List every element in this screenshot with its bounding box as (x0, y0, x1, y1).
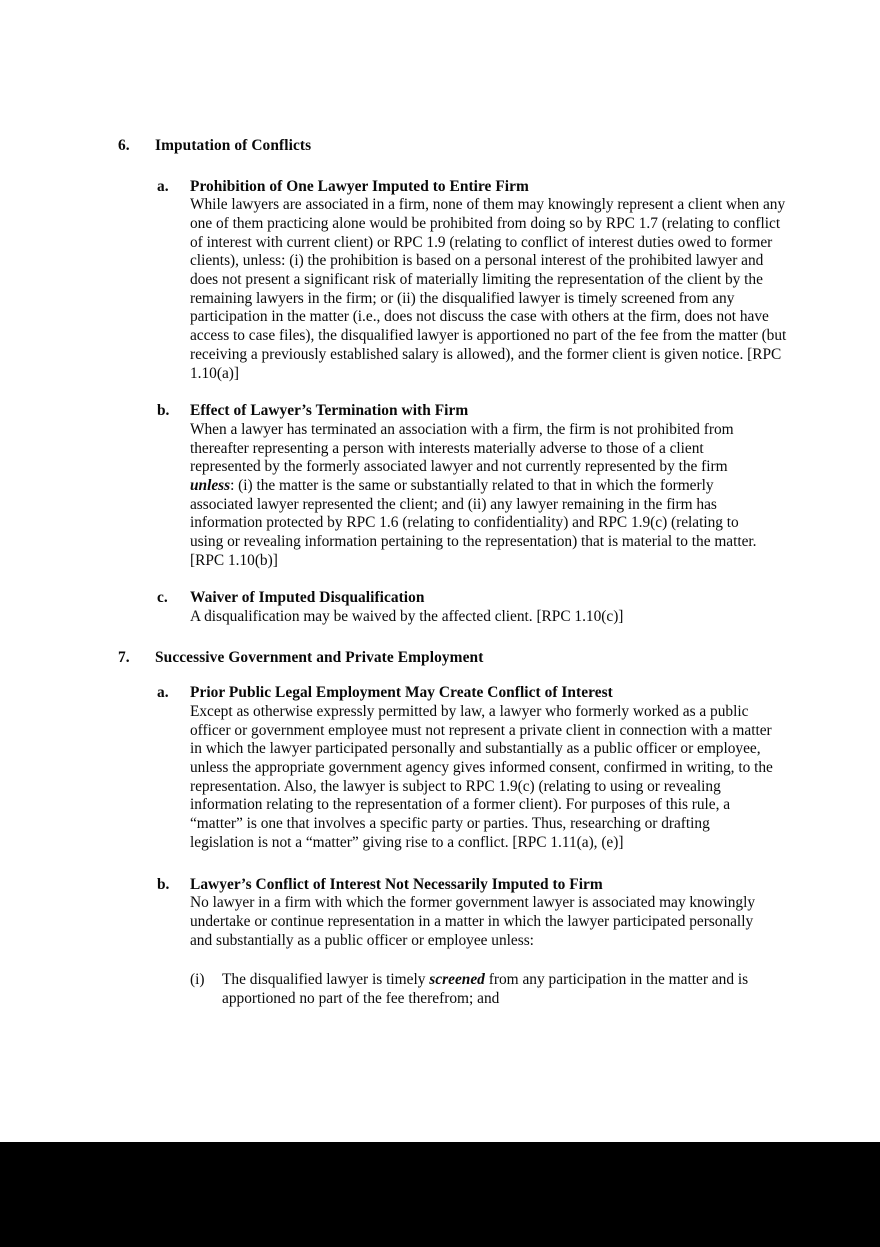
roman-item-i-marker: (i) (190, 971, 205, 989)
spacer (0, 667, 880, 684)
subsection-7a-title: Prior Public Legal Employment May Create Conflict of Interest (190, 684, 613, 702)
section-6-heading (0, 137, 880, 156)
spacer (0, 853, 880, 876)
subsection-7b-body (190, 894, 775, 950)
page-bottom-black-bar (0, 1142, 880, 1247)
subsection-6a-title: Prohibition of One Lawyer Imputed to Entire Firm (190, 177, 529, 195)
spacer (0, 950, 880, 971)
subsection-6b-emphasis: unless (190, 476, 231, 494)
subsection-6b-title: Effect of Lawyer’s Termination with Firm (190, 402, 469, 420)
section-7-number: 7. (118, 648, 130, 666)
subsection-6b-body (190, 421, 775, 571)
subsection-7b-body-text: No lawyer in a firm with which the former government lawyer is associated may knowingly undertake or continue representation in a matter in which the lawyer participated personally and substantially as a public officer or employee unless: (190, 894, 755, 949)
subsection-7a (0, 684, 880, 852)
roman-item-i-body-pre: The disqualified lawyer is timely (222, 971, 430, 989)
spacer (0, 383, 880, 402)
subsection-7b-letter: b. (157, 875, 170, 893)
subsection-6a (0, 178, 880, 384)
roman-item-i-body-post: from any participation in the matter and is apportioned no part of the fee therefrom; and (222, 971, 749, 1007)
subsection-6c-letter: c. (157, 589, 168, 607)
roman-item-i-body (222, 971, 794, 1008)
spacer (0, 627, 880, 649)
subsection-6a-body-text: While lawyers are associated in a firm, none of them may knowingly represent a client when any one of them practicing alone would be prohibited from doing so by RPC 1.7 (relating to conflict of interest with current client) or RPC 1.9 (relating to conflict of interest duties owed to former clients), unless: (i) the prohibition is based on a personal interest of the prohibited lawyer and does not present a significant risk of materially limiting the representation of the client by the remaining lawyers in the firm; or (ii) the disqualified lawyer is timely screened from any participation in the matter (i.e., does not discuss the case with others at the firm, does not have access to case files), the disqualified lawyer is apportioned no part of the fee from the matter (but receiving a previously established salary is allowed), and the former client is given notice. [RPC 1.10(a)] (190, 196, 787, 382)
subsection-6a-letter: a. (157, 177, 169, 195)
section-6-title: Imputation of Conflicts (155, 137, 312, 154)
section-7-heading (0, 649, 880, 668)
subsection-6b-letter: b. (157, 402, 170, 420)
subsection-6c-body (190, 608, 794, 627)
subsection-6c (0, 589, 880, 626)
subsection-7a-letter: a. (157, 684, 169, 702)
subsection-6b-body-post: : (i) the matter is the same or substantially related to that in which the formerly associated lawyer represented the client; and (ii) any lawyer remaining in the firm has information protected by RPC 1.6 (relating to confidentiality) and RPC 1.9(c) (relating to using or revealing information pertaining to the representation) that is material to the matter. [RPC 1.10(b)] (190, 476, 757, 569)
roman-item-i (0, 971, 880, 1008)
section-7-title: Successive Government and Private Employment (155, 648, 484, 666)
subsection-6c-title: Waiver of Imputed Disqualification (190, 589, 425, 607)
subsection-6b (0, 402, 880, 570)
section-6-number: 6. (118, 137, 130, 154)
section-7 (0, 649, 880, 668)
subsection-7b-title: Lawyer’s Conflict of Interest Not Necessarily Imputed to Firm (190, 875, 603, 893)
subsection-6a-body (190, 196, 794, 383)
subsection-6c-body-text: A disqualification may be waived by the affected client. [RPC 1.10(c)] (190, 608, 624, 626)
subsection-7a-body-text: Except as otherwise expressly permitted by law, a lawyer who formerly worked as a public officer or government employee must not represent a private client in connection with a matter in which the lawyer participated personally and substantially as a public officer or employee, unless the appropriate government agency gives informed consent, confirmed in writing, to the representation. Also, the lawyer is subject to RPC 1.9(c) (relating to using or revealing information relating to the representation of a former client). For purposes of this rule, a “matter” is one that involves a specific party or parties. Thus, researching or drafting legislation is not a “matter” giving rise to a conflict. [RPC 1.11(a), (e)] (190, 702, 773, 851)
spacer (0, 156, 880, 178)
subsection-7a-body (190, 703, 775, 853)
spacer (0, 570, 880, 589)
section-6 (0, 137, 880, 156)
subsection-7b (0, 876, 880, 951)
subsection-6b-body-pre: When a lawyer has terminated an association with a firm, the firm is not prohibited from thereafter representing a person with interests materially adverse to those of a client represented by the formerly associated lawyer and not currently represented by the firm (190, 420, 734, 476)
roman-item-i-emphasis: screened (429, 971, 485, 989)
